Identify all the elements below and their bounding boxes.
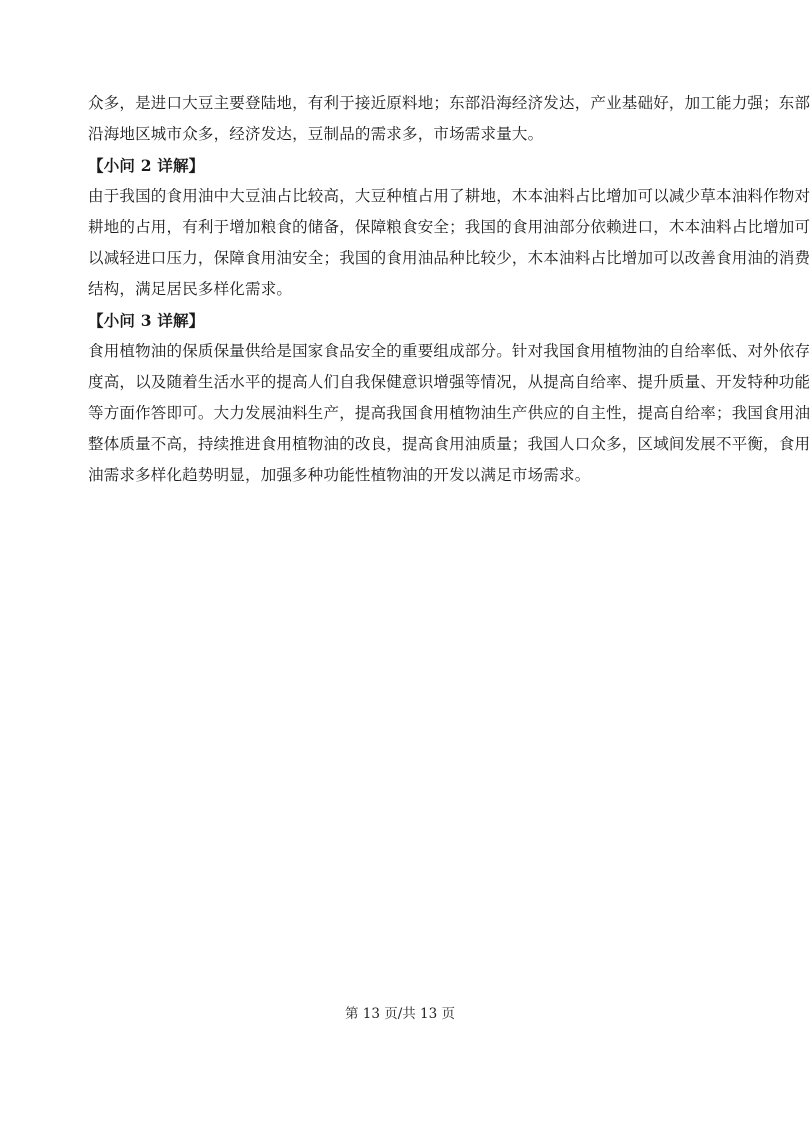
sub-question-3-heading: 【小问 3 详解】 (88, 311, 205, 330)
paragraph-3-line-3: 等方面作答即可。大力发展油料生产，提高我国食用植物油生产供应的自主性，提高自给率；我国食用油 (88, 404, 810, 422)
paragraph-1-line-1: 众多，是进口大豆主要登陆地，有利于接近原料地；东部沿海经济发达，产业基础好，加工能力强；东部 (88, 94, 810, 112)
sub-question-2-heading: 【小问 2 详解】 (88, 156, 205, 175)
page-number-footer: 第 13 页/共 13 页 (344, 1006, 456, 1022)
paragraph-2-line-3: 以减轻进口压力，保障食用油安全；我国的食用油品种比较少，木本油料占比增加可以改善食用油的消费 (88, 249, 810, 267)
paragraph-2-line-2: 耕地的占用，有利于增加粮食的储备，保障粮食安全；我国的食用油部分依赖进口，木本油料占比增加可 (88, 218, 810, 236)
paragraph-1-line-2: 沿海地区城市众多，经济发达，豆制品的需求多，市场需求量大。 (88, 125, 544, 143)
paragraph-3-line-2: 度高，以及随着生活水平的提高人们自我保健意识增强等情况，从提高自给率、提升质量、开发特种功能 (88, 373, 810, 391)
paragraph-2-line-1: 由于我国的食用油中大豆油占比较高，大豆种植占用了耕地，木本油料占比增加可以减少草本油料作物对 (88, 187, 810, 205)
answer-explanation-body (88, 88, 810, 491)
paragraph-2-line-4: 结构，满足居民多样化需求。 (88, 280, 293, 298)
paragraph-3-line-5: 油需求多样化趋势明显，加强多种功能性植物油的开发以满足市场需求。 (88, 466, 591, 484)
paragraph-3-line-4: 整体质量不高，持续推进食用植物油的改良，提高食用油质量；我国人口众多，区域间发展不平衡，食用 (88, 435, 810, 453)
paragraph-3-line-1: 食用植物油的保质保量供给是国家食品安全的重要组成部分。针对我国食用植物油的自给率低、对外依存 (88, 342, 810, 360)
